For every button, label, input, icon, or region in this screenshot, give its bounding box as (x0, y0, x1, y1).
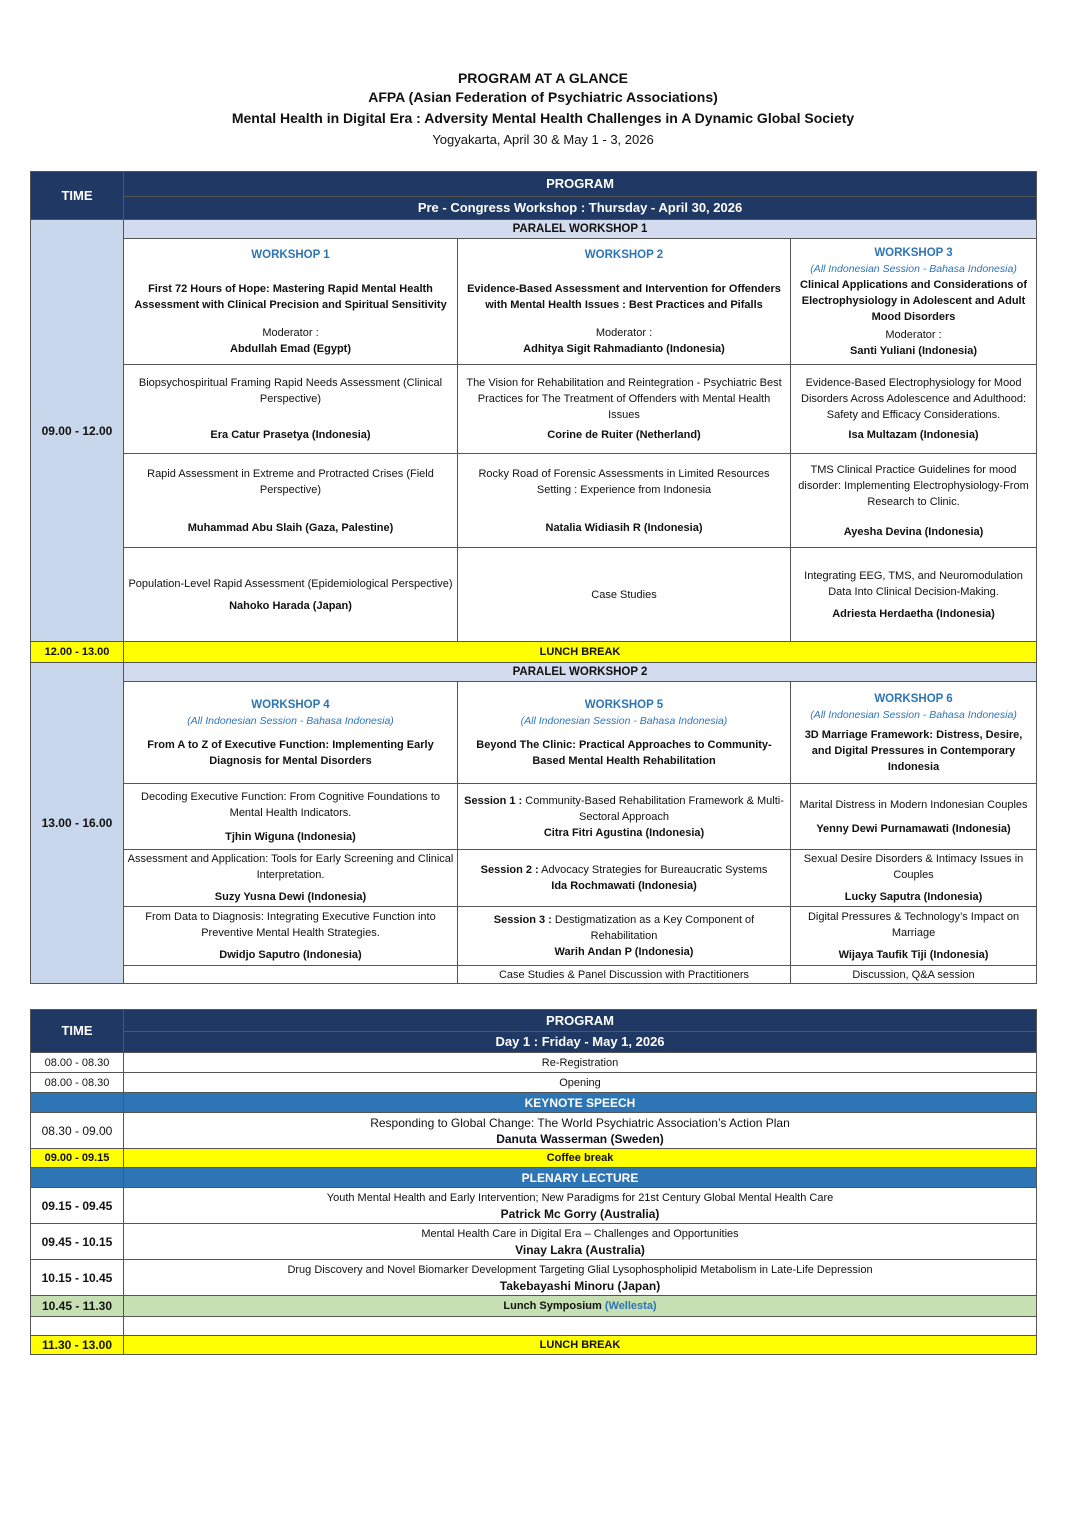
precongress-table (30, 171, 1037, 984)
lecture-title: Mental Health Care in Digital Era – Challenges and Opportunities (421, 1227, 739, 1240)
precongress-subtitle: Pre - Congress Workshop : Thursday - April 30, 2026 (124, 197, 1037, 220)
workshop-5-session: (All Indonesian Session - Bahasa Indonesia) (520, 714, 728, 727)
session-number: Session 2 : (480, 864, 539, 876)
workshop-5-header (458, 682, 791, 784)
workshop-2-moderator: Adhitya Sigit Rahmadianto (Indonesia) (523, 342, 725, 355)
lunch-time: 11.30 - 13.00 (31, 1336, 124, 1355)
session-speaker: Corine de Ruiter (Netherland) (547, 429, 701, 441)
session-topic: Sexual Desire Disorders & Intimacy Issues in Couples (803, 853, 1024, 881)
session-speaker: Isa Multazam (Indonesia) (848, 429, 979, 441)
lunch-break-label: LUNCH BREAK (124, 642, 1037, 663)
workshop-5-name: WORKSHOP 5 (584, 698, 664, 711)
opening-time: 08.00 - 08.30 (31, 1073, 124, 1093)
time-header: TIME (31, 172, 124, 220)
workshop-1-name: WORKSHOP 1 (251, 248, 330, 261)
session-topic: TMS Clinical Practice Guidelines for mood disorder: Implementing Electrophysiology-From Research to Clinic. (798, 463, 1029, 508)
session-speaker: Ida Rochmawati (Indonesia) (551, 880, 697, 892)
symposium-sponsor: (Wellesta) (604, 1300, 657, 1312)
session-cell (124, 454, 458, 548)
session-cell (791, 784, 1037, 850)
page-title: PROGRAM AT A GLANCE (457, 70, 629, 86)
workshop-3-header (791, 239, 1037, 365)
workshop-2-name: WORKSHOP 2 (584, 248, 664, 261)
session-cell (124, 907, 458, 966)
session-topic: Advocacy Strategies for Bureaucratic Systems (541, 864, 768, 876)
session-speaker: Lucky Saputra (Indonesia) (844, 891, 983, 903)
lecture-time: 10.15 - 10.45 (31, 1260, 124, 1296)
session-speaker: Citra Fitri Agustina (Indonesia) (543, 826, 705, 839)
workshop-6-session: (All Indonesian Session - Bahasa Indonesia) (810, 708, 1017, 721)
session-cell (458, 548, 791, 642)
coffee-break-label: Coffee break (124, 1149, 1037, 1168)
lecture-title: Drug Discovery and Novel Biomarker Development Targeting Glial Lysophospholipid Metabolism in Late-Life Depression (287, 1263, 873, 1276)
session-speaker: Yenny Dewi Purnamawati (Indonesia) (816, 822, 1011, 835)
workshop-6-name: WORKSHOP 6 (874, 692, 953, 705)
session-cell (791, 907, 1037, 966)
session-topic: Rapid Assessment in Extreme and Protracted Crises (Field Perspective) (147, 467, 434, 496)
session-cell (791, 365, 1037, 454)
time-slot-afternoon: 13.00 - 16.00 (31, 663, 124, 984)
time-slot-morning: 09.00 - 12.00 (31, 220, 124, 642)
session-cell (791, 850, 1037, 907)
parallel-workshop-1-label: PARALEL WORKSHOP 1 (124, 220, 1037, 239)
session-topic: From Data to Diagnosis: Integrating Executive Function into Preventive Mental Health Strategies. (145, 911, 436, 939)
keynote-section-label: KEYNOTE SPEECH (124, 1093, 1037, 1113)
congress-theme: Mental Health in Digital Era : Adversity Mental Health Challenges in A Dynamic Global Society (231, 110, 855, 126)
session-speaker: Muhammad Abu Slaih (Gaza, Palestine) (187, 521, 394, 534)
workshop-3-session: (All Indonesian Session - Bahasa Indonesia) (810, 262, 1017, 275)
keynote-speaker: Danuta Wasserman (Sweden) (496, 1131, 664, 1146)
session-speaker: Natalia Widiasih R (Indonesia) (545, 521, 703, 534)
session-speaker: Warih Andan P (Indonesia) (554, 946, 694, 958)
workshop-3-title: Clinical Applications and Considerations of Electrophysiology in Adolescent and Adult Mood Disorders (800, 278, 1027, 323)
session-topic: Rocky Road of Forensic Assessments in Limited Resources Setting : Experience from Indonesia (478, 467, 770, 496)
parallel-workshop-2-label: PARALEL WORKSHOP 2 (124, 663, 1037, 682)
lecture-cell (124, 1224, 1037, 1260)
lecture-speaker: Takebayashi Minoru (Japan) (499, 1278, 661, 1293)
registration-time: 08.00 - 08.30 (31, 1053, 124, 1073)
session-speaker: Wijaya Taufik Tiji (Indonesia) (838, 949, 989, 961)
session-topic: Population-Level Rapid Assessment (Epidemiological Perspective) (128, 577, 453, 590)
day1-table (30, 1009, 1037, 1355)
session-cell (458, 784, 791, 850)
session-speaker: Nahoko Harada (Japan) (229, 599, 352, 612)
workshop-1-moderator: Abdullah Emad (Egypt) (230, 342, 351, 355)
session-topic: Marital Distress in Modern Indonesian Couples (799, 798, 1028, 811)
workshop-4-title: From A to Z of Executive Function: Implementing Early Diagnosis for Mental Disorders (147, 738, 434, 767)
session-topic: Decoding Executive Function: From Cognitive Foundations to Mental Health Indicators. (141, 790, 440, 819)
lecture-title: Youth Mental Health and Early Intervention; New Paradigms for 21st Century Global Mental Health Care (326, 1191, 834, 1204)
lecture-time: 09.15 - 09.45 (31, 1188, 124, 1224)
empty-cell (124, 966, 458, 984)
lecture-cell (124, 1260, 1037, 1296)
session-speaker: Adriesta Herdaetha (Indonesia) (832, 607, 995, 620)
session-cell (458, 907, 791, 966)
workshop-4-session: (All Indonesian Session - Bahasa Indonesia) (187, 714, 394, 727)
opening-label: Opening (124, 1073, 1037, 1093)
session-number: Session 1 : (464, 794, 523, 807)
empty-cell (124, 1317, 1037, 1336)
session-topic: Destigmatization as a Key Component of Rehabilitation (554, 914, 755, 942)
workshop-1-header (124, 239, 458, 365)
workshop-6-closing: Discussion, Q&A session (791, 966, 1037, 984)
time-header: TIME (31, 1010, 124, 1053)
workshop-2-header (458, 239, 791, 365)
symposium-cell (124, 1296, 1037, 1317)
session-speaker: Dwidjo Saputro (Indonesia) (219, 949, 362, 961)
session-speaker: Era Catur Prasetya (Indonesia) (210, 429, 371, 441)
lunch-break-label: LUNCH BREAK (124, 1336, 1037, 1355)
workshop-3-name: WORKSHOP 3 (874, 246, 953, 259)
keynote-time-blank (31, 1093, 124, 1113)
workshop-5-title: Beyond The Clinic: Practical Approaches to Community-Based Mental Health Rehabilitation (476, 738, 772, 767)
session-topic: Integrating EEG, TMS, and Neuromodulation Data Into Clinical Decision-Making. (804, 569, 1023, 598)
program-header: PROGRAM (124, 1010, 1037, 1032)
case-studies: Case Studies (591, 588, 657, 601)
keynote-time: 08.30 - 09.00 (31, 1113, 124, 1149)
workshop-2-title: Evidence-Based Assessment and Intervention for Offenders with Mental Health Issues : Best Practices and Pifalls (467, 282, 781, 311)
workshop-6-header (791, 682, 1037, 784)
session-cell (458, 365, 791, 454)
session-cell (791, 454, 1037, 548)
session-topic: Community-Based Rehabilitation Framework & Multi-Sectoral Approach (525, 794, 784, 823)
session-speaker: Suzy Yusna Dewi (Indonesia) (214, 891, 367, 903)
session-cell (458, 454, 791, 548)
session-cell (124, 548, 458, 642)
workshop-4-header (124, 682, 458, 784)
workshop-1-title: First 72 Hours of Hope: Mastering Rapid Mental Health Assessment with Clinical Precision and Spiritual Sensitivity (134, 282, 447, 311)
session-speaker: Tjhin Wiguna (Indonesia) (225, 830, 356, 843)
session-topic: Digital Pressures & Technology’s Impact on Marriage (807, 911, 1020, 939)
lecture-speaker: Patrick Mc Gorry (Australia) (500, 1206, 660, 1221)
workshop-3-moderator: Santi Yuliani (Indonesia) (850, 344, 977, 357)
lecture-cell (124, 1188, 1037, 1224)
plenary-section-label: PLENARY LECTURE (124, 1168, 1037, 1188)
symposium-time: 10.45 - 11.30 (31, 1296, 124, 1317)
day1-subtitle: Day 1 : Friday - May 1, 2026 (124, 1032, 1037, 1053)
lunch-time: 12.00 - 13.00 (31, 642, 124, 663)
keynote-title: Responding to Global Change: The World Psychiatric Association’s Action Plan (370, 1115, 790, 1130)
session-topic: Biopsychospiritual Framing Rapid Needs Assessment (Clinical Perspective) (138, 377, 443, 405)
session-topic: Evidence-Based Electrophysiology for Mood Disorders Across Adolescence and Adulthood: Safety and Efficacy Considerations. (801, 377, 1027, 421)
session-topic: Assessment and Application: Tools for Early Screening and Clinical Interpretation. (127, 853, 454, 881)
symposium-label: Lunch Symposium (503, 1300, 602, 1312)
session-speaker: Ayesha Devina (Indonesia) (843, 525, 984, 538)
session-cell (124, 784, 458, 850)
moderator-label: Moderator : (262, 326, 319, 339)
workshop-6-title: 3D Marriage Framework: Distress, Desire, and Digital Pressures in Contemporary Indonesia (804, 728, 1023, 773)
lecture-time: 09.45 - 10.15 (31, 1224, 124, 1260)
empty-cell (31, 1317, 124, 1336)
session-cell (124, 850, 458, 907)
organization-title: AFPA (Asian Federation of Psychiatric Associations) (368, 89, 718, 105)
lecture-speaker: Vinay Lakra (Australia) (515, 1242, 645, 1257)
session-cell (124, 365, 458, 454)
plenary-time-blank (31, 1168, 124, 1188)
session-cell (791, 548, 1037, 642)
session-cell (458, 850, 791, 907)
moderator-label: Moderator : (885, 328, 942, 341)
workshop-4-name: WORKSHOP 4 (251, 698, 330, 711)
workshop-5-closing: Case Studies & Panel Discussion with Practitioners (458, 966, 791, 984)
keynote-cell (124, 1113, 1037, 1149)
registration-label: Re-Registration (124, 1053, 1037, 1073)
congress-location-date: Yogyakarta, April 30 & May 1 - 3, 2026 (432, 132, 654, 147)
session-topic: The Vision for Rehabilitation and Reintegration - Psychiatric Best Practices for The Treatment of Offenders with Mental Health Issues (466, 377, 782, 421)
moderator-label: Moderator : (595, 326, 653, 339)
coffee-break-time: 09.00 - 09.15 (31, 1149, 124, 1168)
program-header: PROGRAM (124, 172, 1037, 197)
session-number: Session 3 : (493, 914, 552, 926)
